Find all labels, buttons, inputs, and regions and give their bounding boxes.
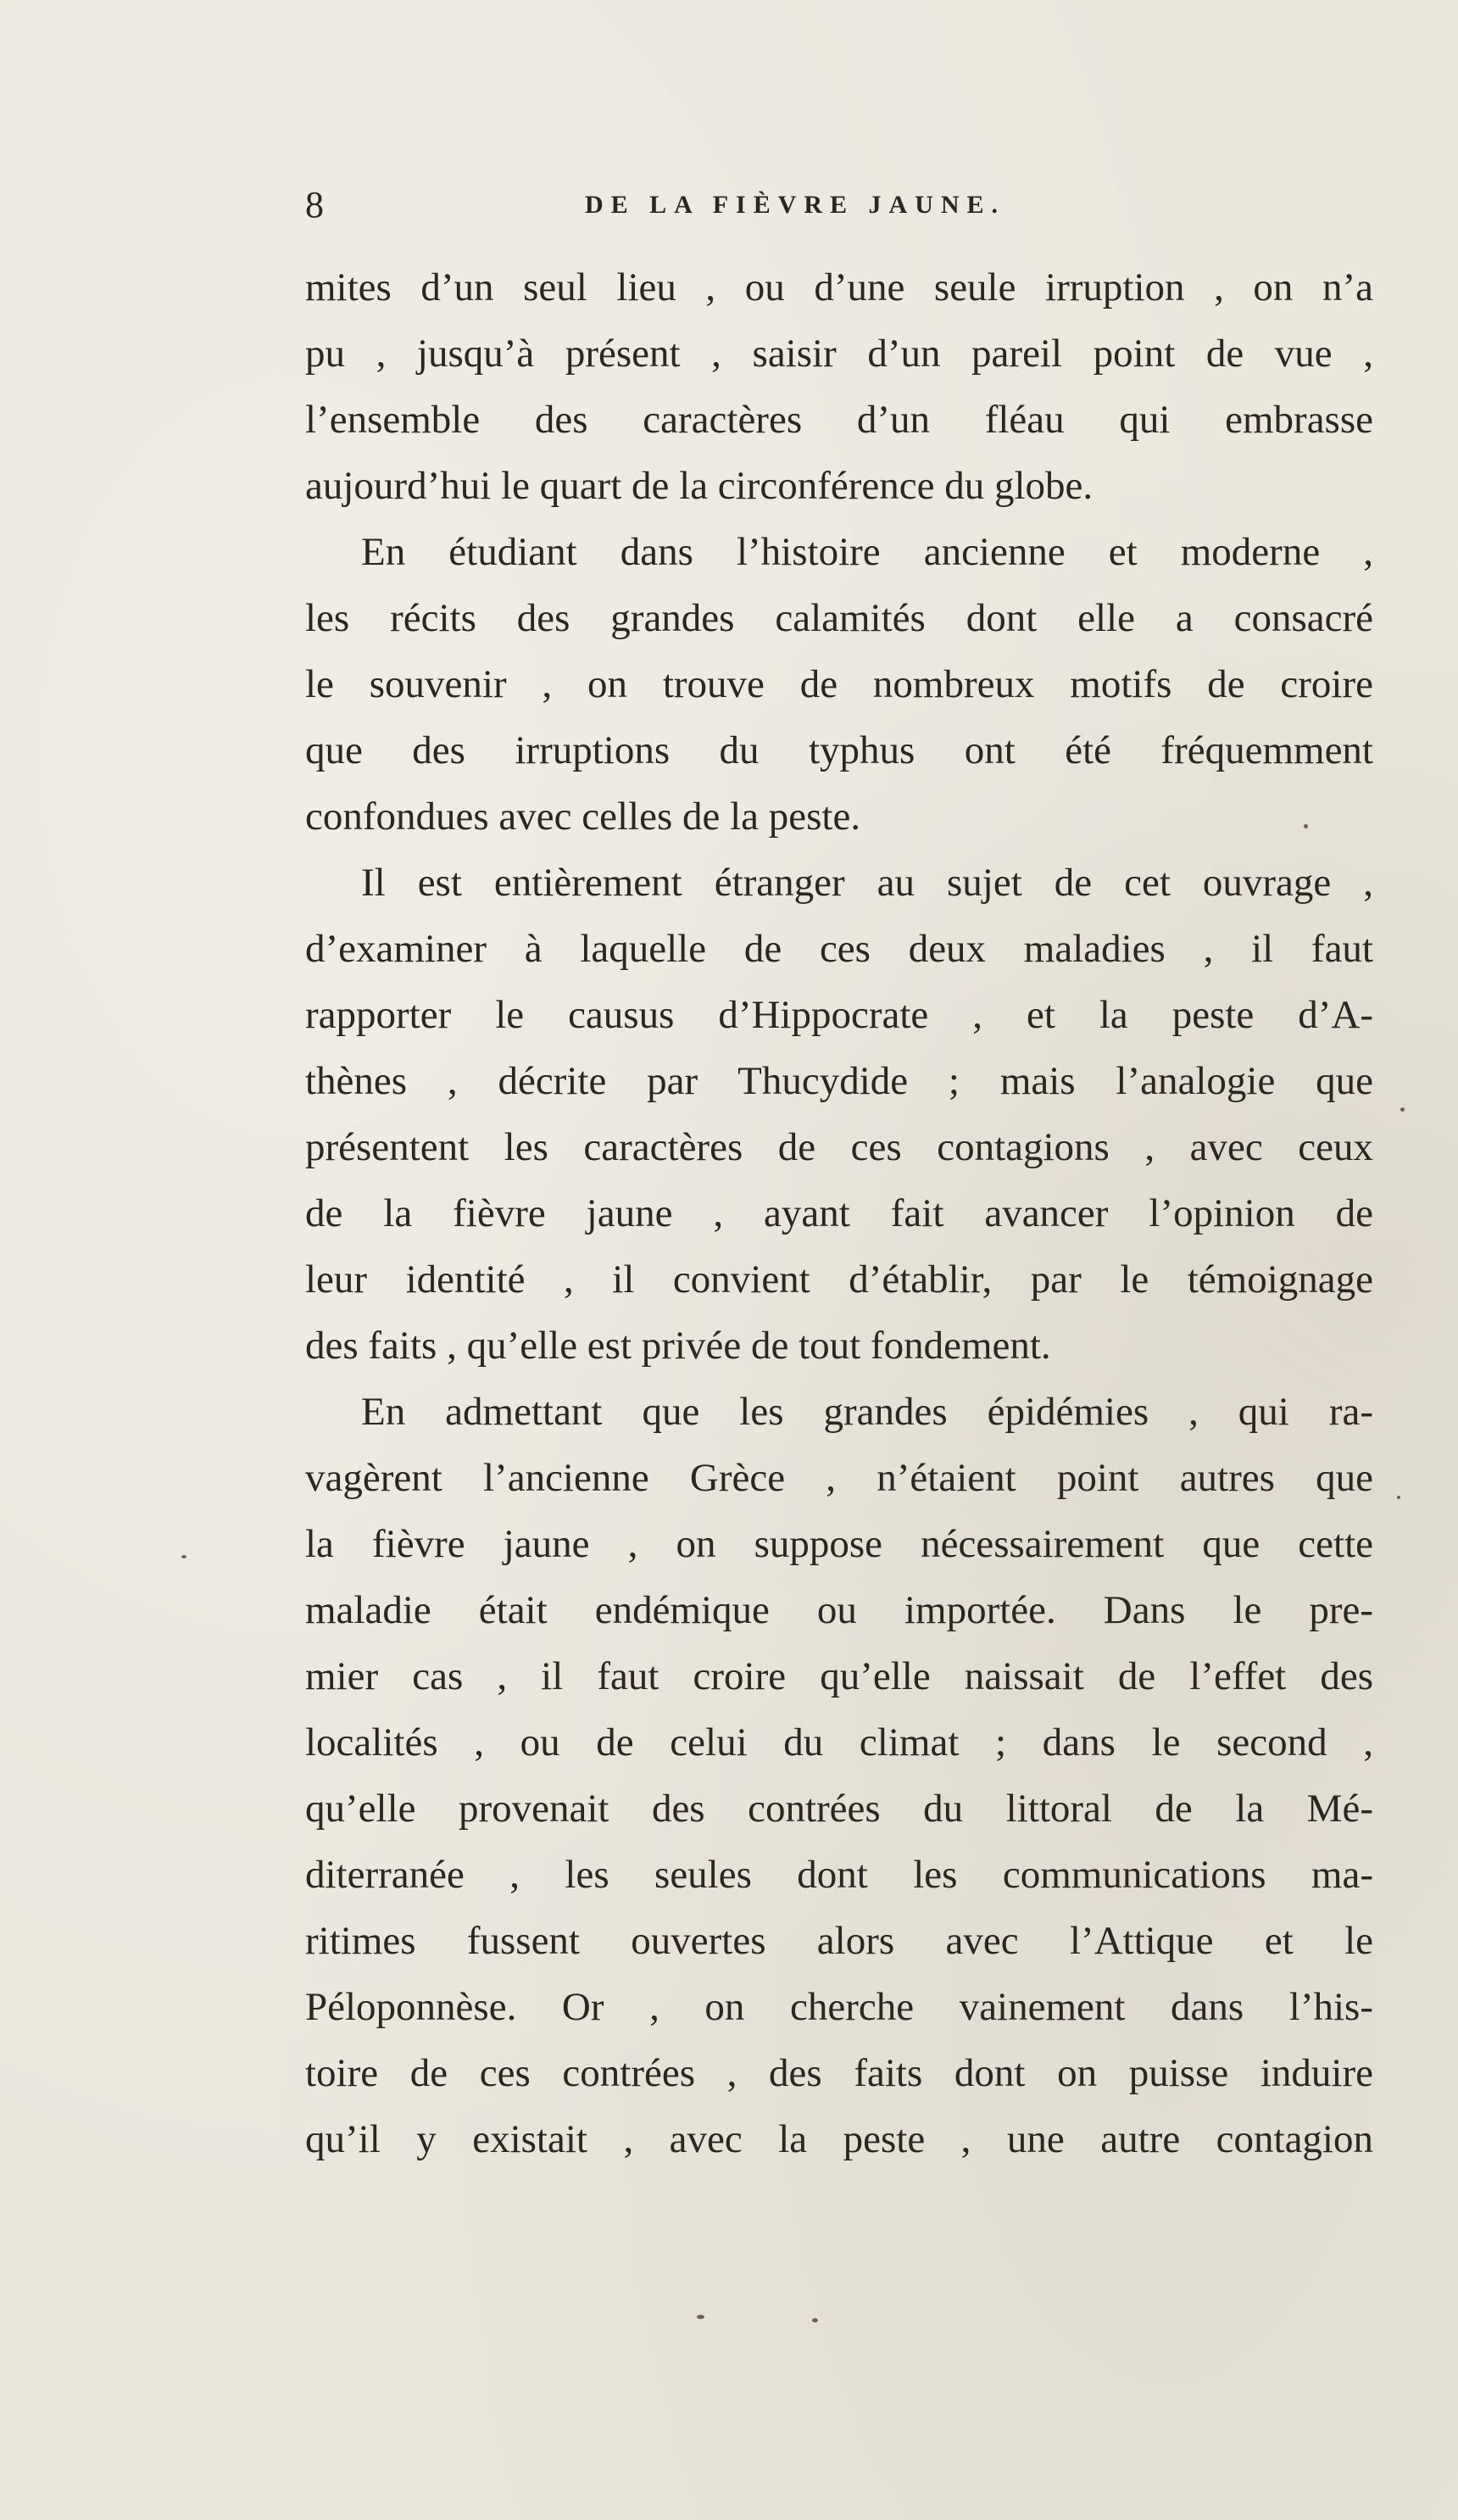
text-line: Péloponnèse. Or , on cherche vainement dans l’his- [305, 1985, 1373, 2029]
text-line: le souvenir , on trouve de nombreux motifs de croire [305, 662, 1373, 706]
paper-speck [812, 2318, 818, 2322]
text-line: qu’il y existait , avec la peste , une autre contagion [305, 2117, 1373, 2161]
text-line: des faits , qu’elle est privée de tout fondement. [305, 1324, 1051, 1368]
text-line: la fièvre jaune , on suppose nécessairement que cette [305, 1522, 1373, 1566]
text-line: maladie était endémique ou importée. Dans le pre- [305, 1588, 1373, 1632]
page-number: 8 [305, 184, 324, 226]
text-line: Il est entièrement étranger au sujet de cet ouvrage , [361, 861, 1373, 905]
text-line: localités , ou de celui du climat ; dans le second , [305, 1720, 1373, 1765]
paper-speck [1400, 1107, 1405, 1112]
text-line: diterranée , les seules dont les communications ma- [305, 1853, 1373, 1897]
text-line: thènes , décrite par Thucydide ; mais l’analogie que [305, 1059, 1373, 1103]
text-line: qu’elle provenait des contrées du littoral de la Mé- [305, 1787, 1373, 1831]
text-line: mier cas , il faut croire qu’elle naissait de l’effet des [305, 1654, 1373, 1698]
text-line: rapporter le causus d’Hippocrate , et la peste d’A- [305, 993, 1373, 1037]
text-line: confondues avec celles de la peste. [305, 794, 861, 839]
paper-speck [697, 2315, 704, 2319]
text-line: vagèrent l’ancienne Grèce , n’étaient point autres que [305, 1456, 1373, 1500]
text-line: aujourd’hui le quart de la circonférence du globe. [305, 464, 1094, 508]
text-line: En admettant que les grandes épidémies , qui ra- [361, 1390, 1373, 1434]
text-line: ritimes fussent ouvertes alors avec l’Attique et le [305, 1919, 1373, 1963]
text-line: que des irruptions du typhus ont été fréquemment [305, 728, 1373, 772]
text-line: les récits des grandes calamités dont elle a consacré [305, 596, 1373, 640]
text-line: présentent les caractères de ces contagions , avec ceux [305, 1125, 1373, 1169]
text-line: de la fièvre jaune , ayant fait avancer l’opinion de [305, 1191, 1373, 1235]
text-line: l’ensemble des caractères d’un fléau qui embrasse [305, 398, 1373, 442]
text-line: mites d’un seul lieu , ou d’une seule irruption , on n’a [305, 265, 1373, 309]
running-title: DE LA FIÈVRE JAUNE. [585, 191, 1006, 219]
paper-speck [181, 1555, 186, 1558]
paper-speck [1397, 1496, 1400, 1499]
text-line: d’examiner à laquelle de ces deux maladies , il faut [305, 927, 1373, 971]
body-text [305, 254, 1373, 2172]
text-line: toire de ces contrées , des faits dont on puisse induire [305, 2051, 1373, 2095]
text-line: pu , jusqu’à présent , saisir d’un pareil point de vue , [305, 332, 1373, 376]
text-line: leur identité , il convient d’établir, par le témoignage [305, 1257, 1373, 1302]
paper-speck [1304, 824, 1308, 828]
page-header [305, 180, 1373, 231]
text-line: En étudiant dans l’histoire ancienne et moderne , [361, 530, 1373, 574]
